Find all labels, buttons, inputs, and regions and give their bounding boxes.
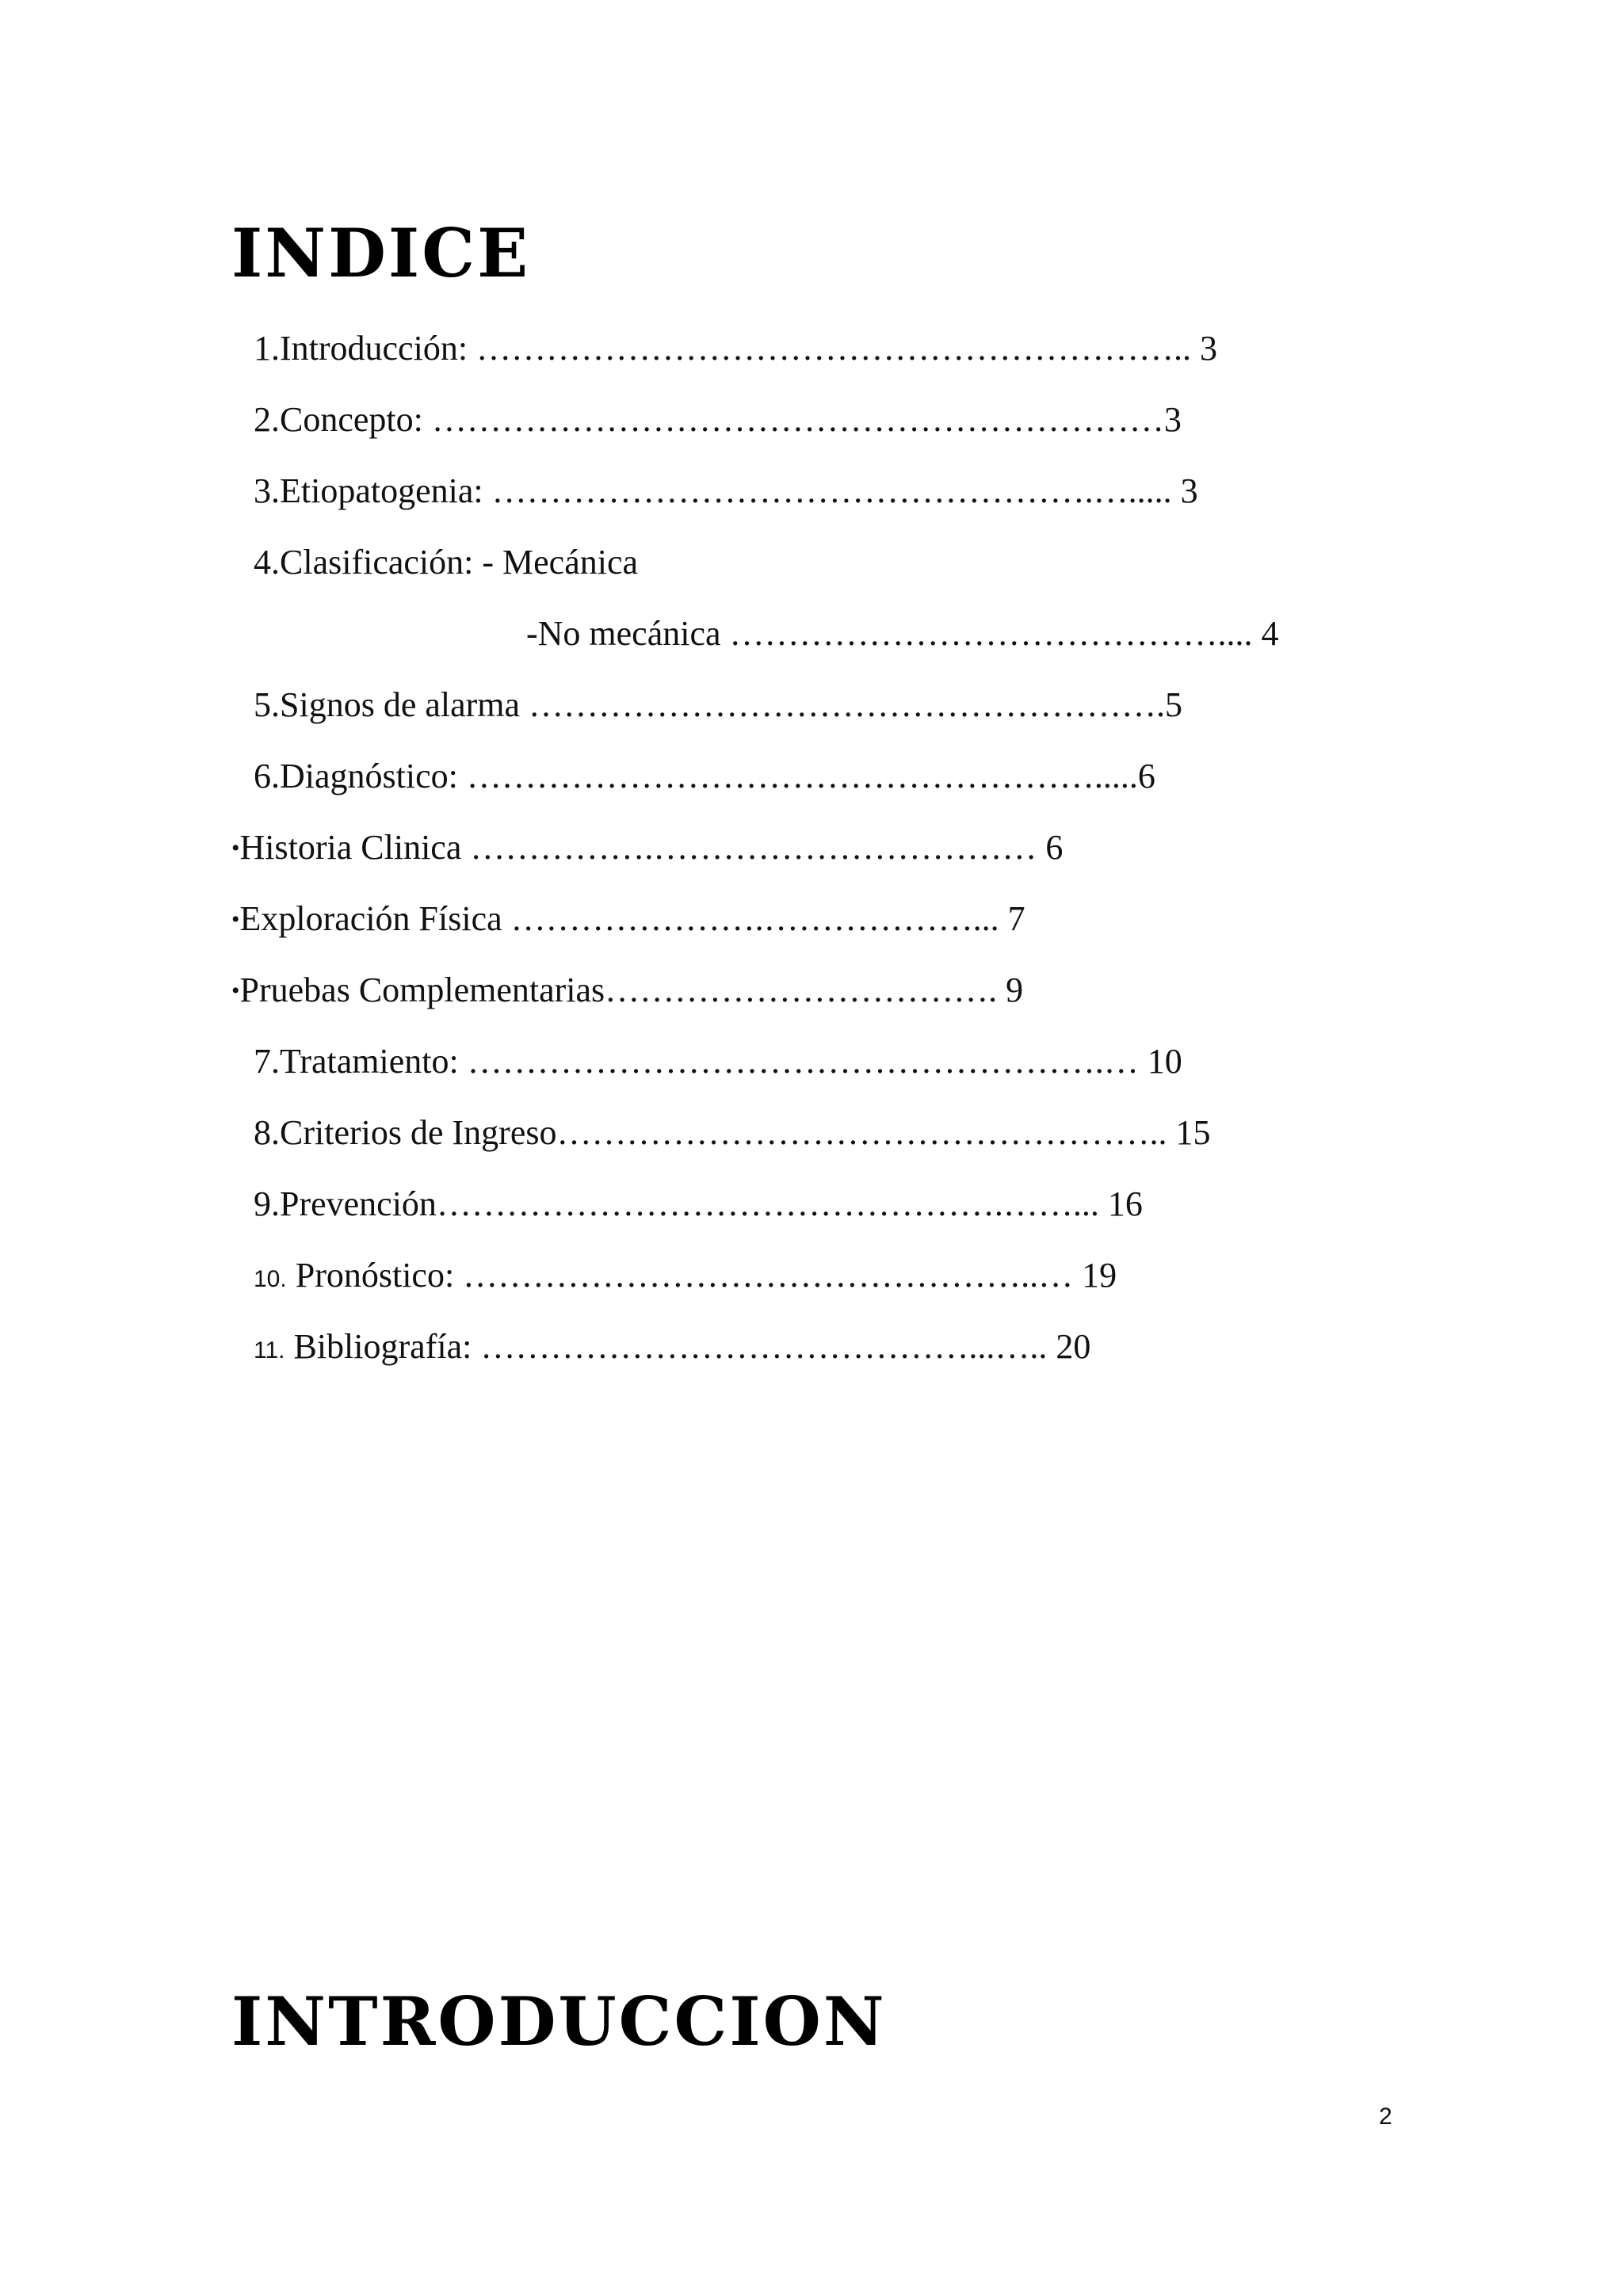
toc-entry-historia-clinica: •Historia Clinica …………….…………………………… 6 xyxy=(231,828,1064,867)
toc-entry-pronostico: 10. Pronóstico: …………………………………………..… 19 xyxy=(254,1256,1117,1295)
toc-entry-signos-de-alarma: 5.Signos de alarma ……………………………………………….5 xyxy=(254,685,1183,724)
toc-entry-pruebas-complementarias: •Pruebas Complementarias……………………………. 9 xyxy=(231,971,1024,1009)
bullet-icon: • xyxy=(231,835,240,861)
toc-entry-number: 10. xyxy=(254,1266,287,1292)
toc-entry-introduccion: 1.Introducción: …………………………………………………….. 3 xyxy=(254,329,1218,368)
index-heading: INDICE xyxy=(231,214,531,292)
bullet-icon: • xyxy=(231,978,240,1004)
toc-entry-tratamiento: 7.Tratamiento: ……………………………………………….… 10 xyxy=(254,1042,1182,1081)
toc-entry-etiopatogenia: 3.Etiopatogenia: …………………………………………….…..... 3 xyxy=(254,471,1198,510)
toc-entry-criterios-de-ingreso: 8.Criterios de Ingreso…………………………………………….. 15 xyxy=(254,1113,1211,1152)
introduction-heading: INTRODUCCION xyxy=(231,1982,887,2061)
toc-entry-prevencion: 9.Prevención………………………………………….……... 16 xyxy=(254,1184,1143,1223)
bullet-icon: • xyxy=(231,906,240,933)
toc-entry-number: 11. xyxy=(254,1337,285,1363)
toc-entry-exploracion-fisica: •Exploración Física ………………….………………... 7 xyxy=(231,899,1025,938)
toc-entry-concepto: 2.Concepto: ………………………………………………………3 xyxy=(254,400,1182,439)
toc-entry-diagnostico: 6.Diagnóstico: ……………………………………………….....6 xyxy=(254,757,1155,795)
toc-entry-no-mecanica: -No mecánica …………………………………….... 4 xyxy=(526,614,1279,653)
toc-entry-bibliografia: 11. Bibliografía: ……………………………………...….. 20 xyxy=(254,1327,1091,1366)
page-number: 2 xyxy=(1379,2103,1392,2130)
toc-entry-clasificacion: 4.Clasificación: - Mecánica xyxy=(254,543,639,582)
